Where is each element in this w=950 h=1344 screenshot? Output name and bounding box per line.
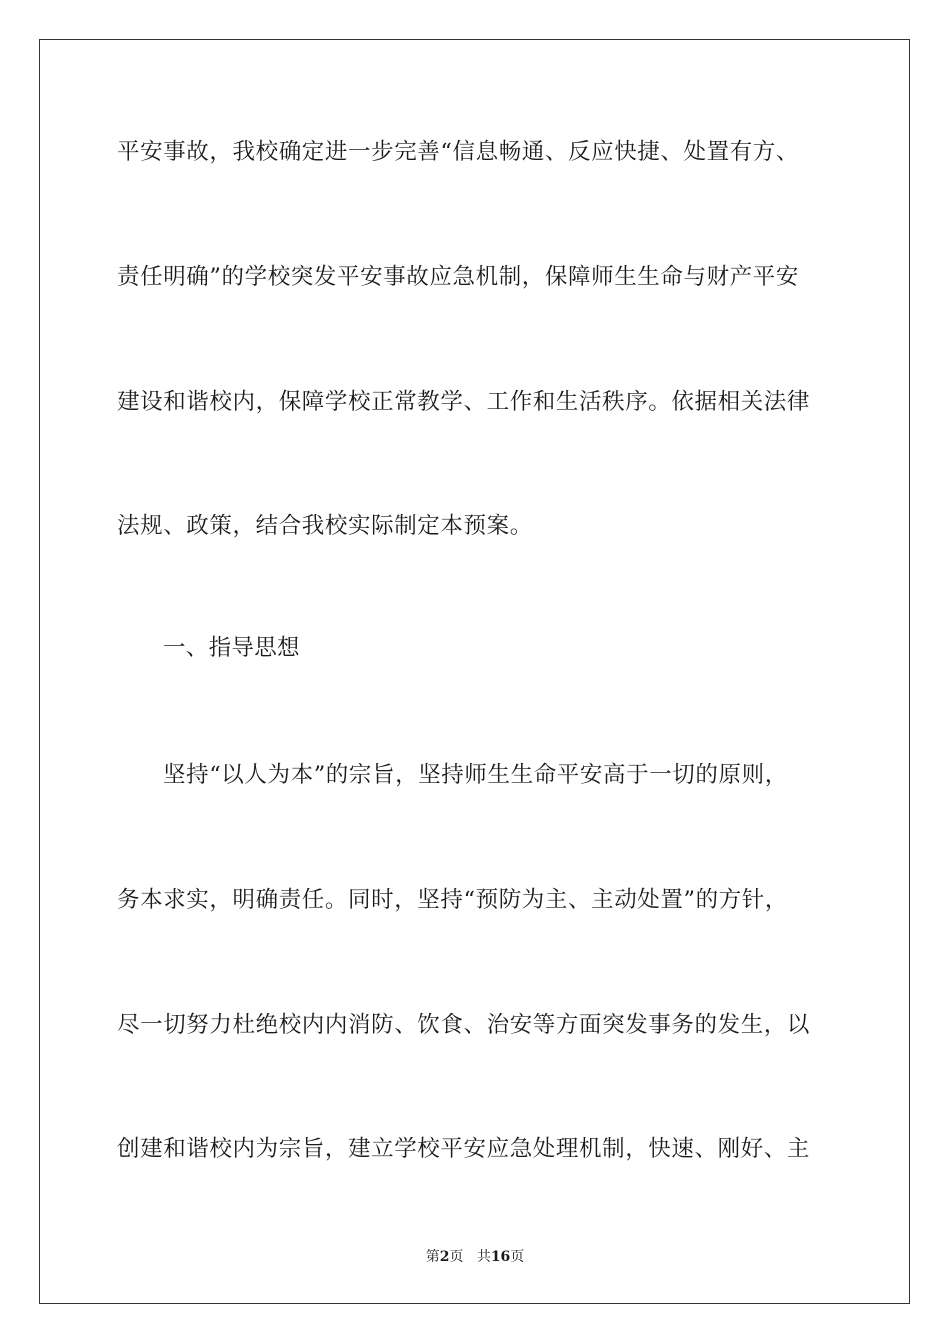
paragraph-line: 建设和谐校内，保障学校正常教学、工作和生活秩序。依据相关法律: [117, 389, 811, 415]
paragraph-line: 务本求实，明确责任。同时，坚持“预防为主、主动处置”的方针，: [117, 887, 789, 913]
footer-total-pages: 16: [490, 1249, 511, 1265]
paragraph-line: 创建和谐校内为宗旨，建立学校平安应急处理机制，快速、刚好、主: [117, 1136, 811, 1162]
footer-page-suffix: 页: [449, 1249, 464, 1265]
footer-total-prefix: 共: [476, 1249, 491, 1265]
paragraph-line: 坚持“以人为本”的宗旨，坚持师生生命平安高于一切的原则，: [163, 762, 788, 788]
paragraph-line: 责任明确”的学校突发平安事故应急机制，保障师生生命与财产平安: [117, 264, 800, 290]
section-heading: 一、指导思想: [163, 635, 300, 661]
paragraph-line: 尽一切努力杜绝校内内消防、饮食、治安等方面突发事务的发生，以: [117, 1012, 811, 1038]
paragraph-line: 平安事故，我校确定进一步完善“信息畅通、反应快捷、处置有方、: [117, 139, 800, 165]
page-footer: [0, 1248, 950, 1266]
paragraph-line: 法规、政策，结合我校实际制定本预案。: [117, 513, 533, 539]
footer-page-number: 2: [439, 1249, 450, 1265]
page-border: [39, 39, 910, 1304]
footer-prefix: 第: [425, 1249, 440, 1265]
footer-total-suffix: 页: [510, 1249, 525, 1265]
